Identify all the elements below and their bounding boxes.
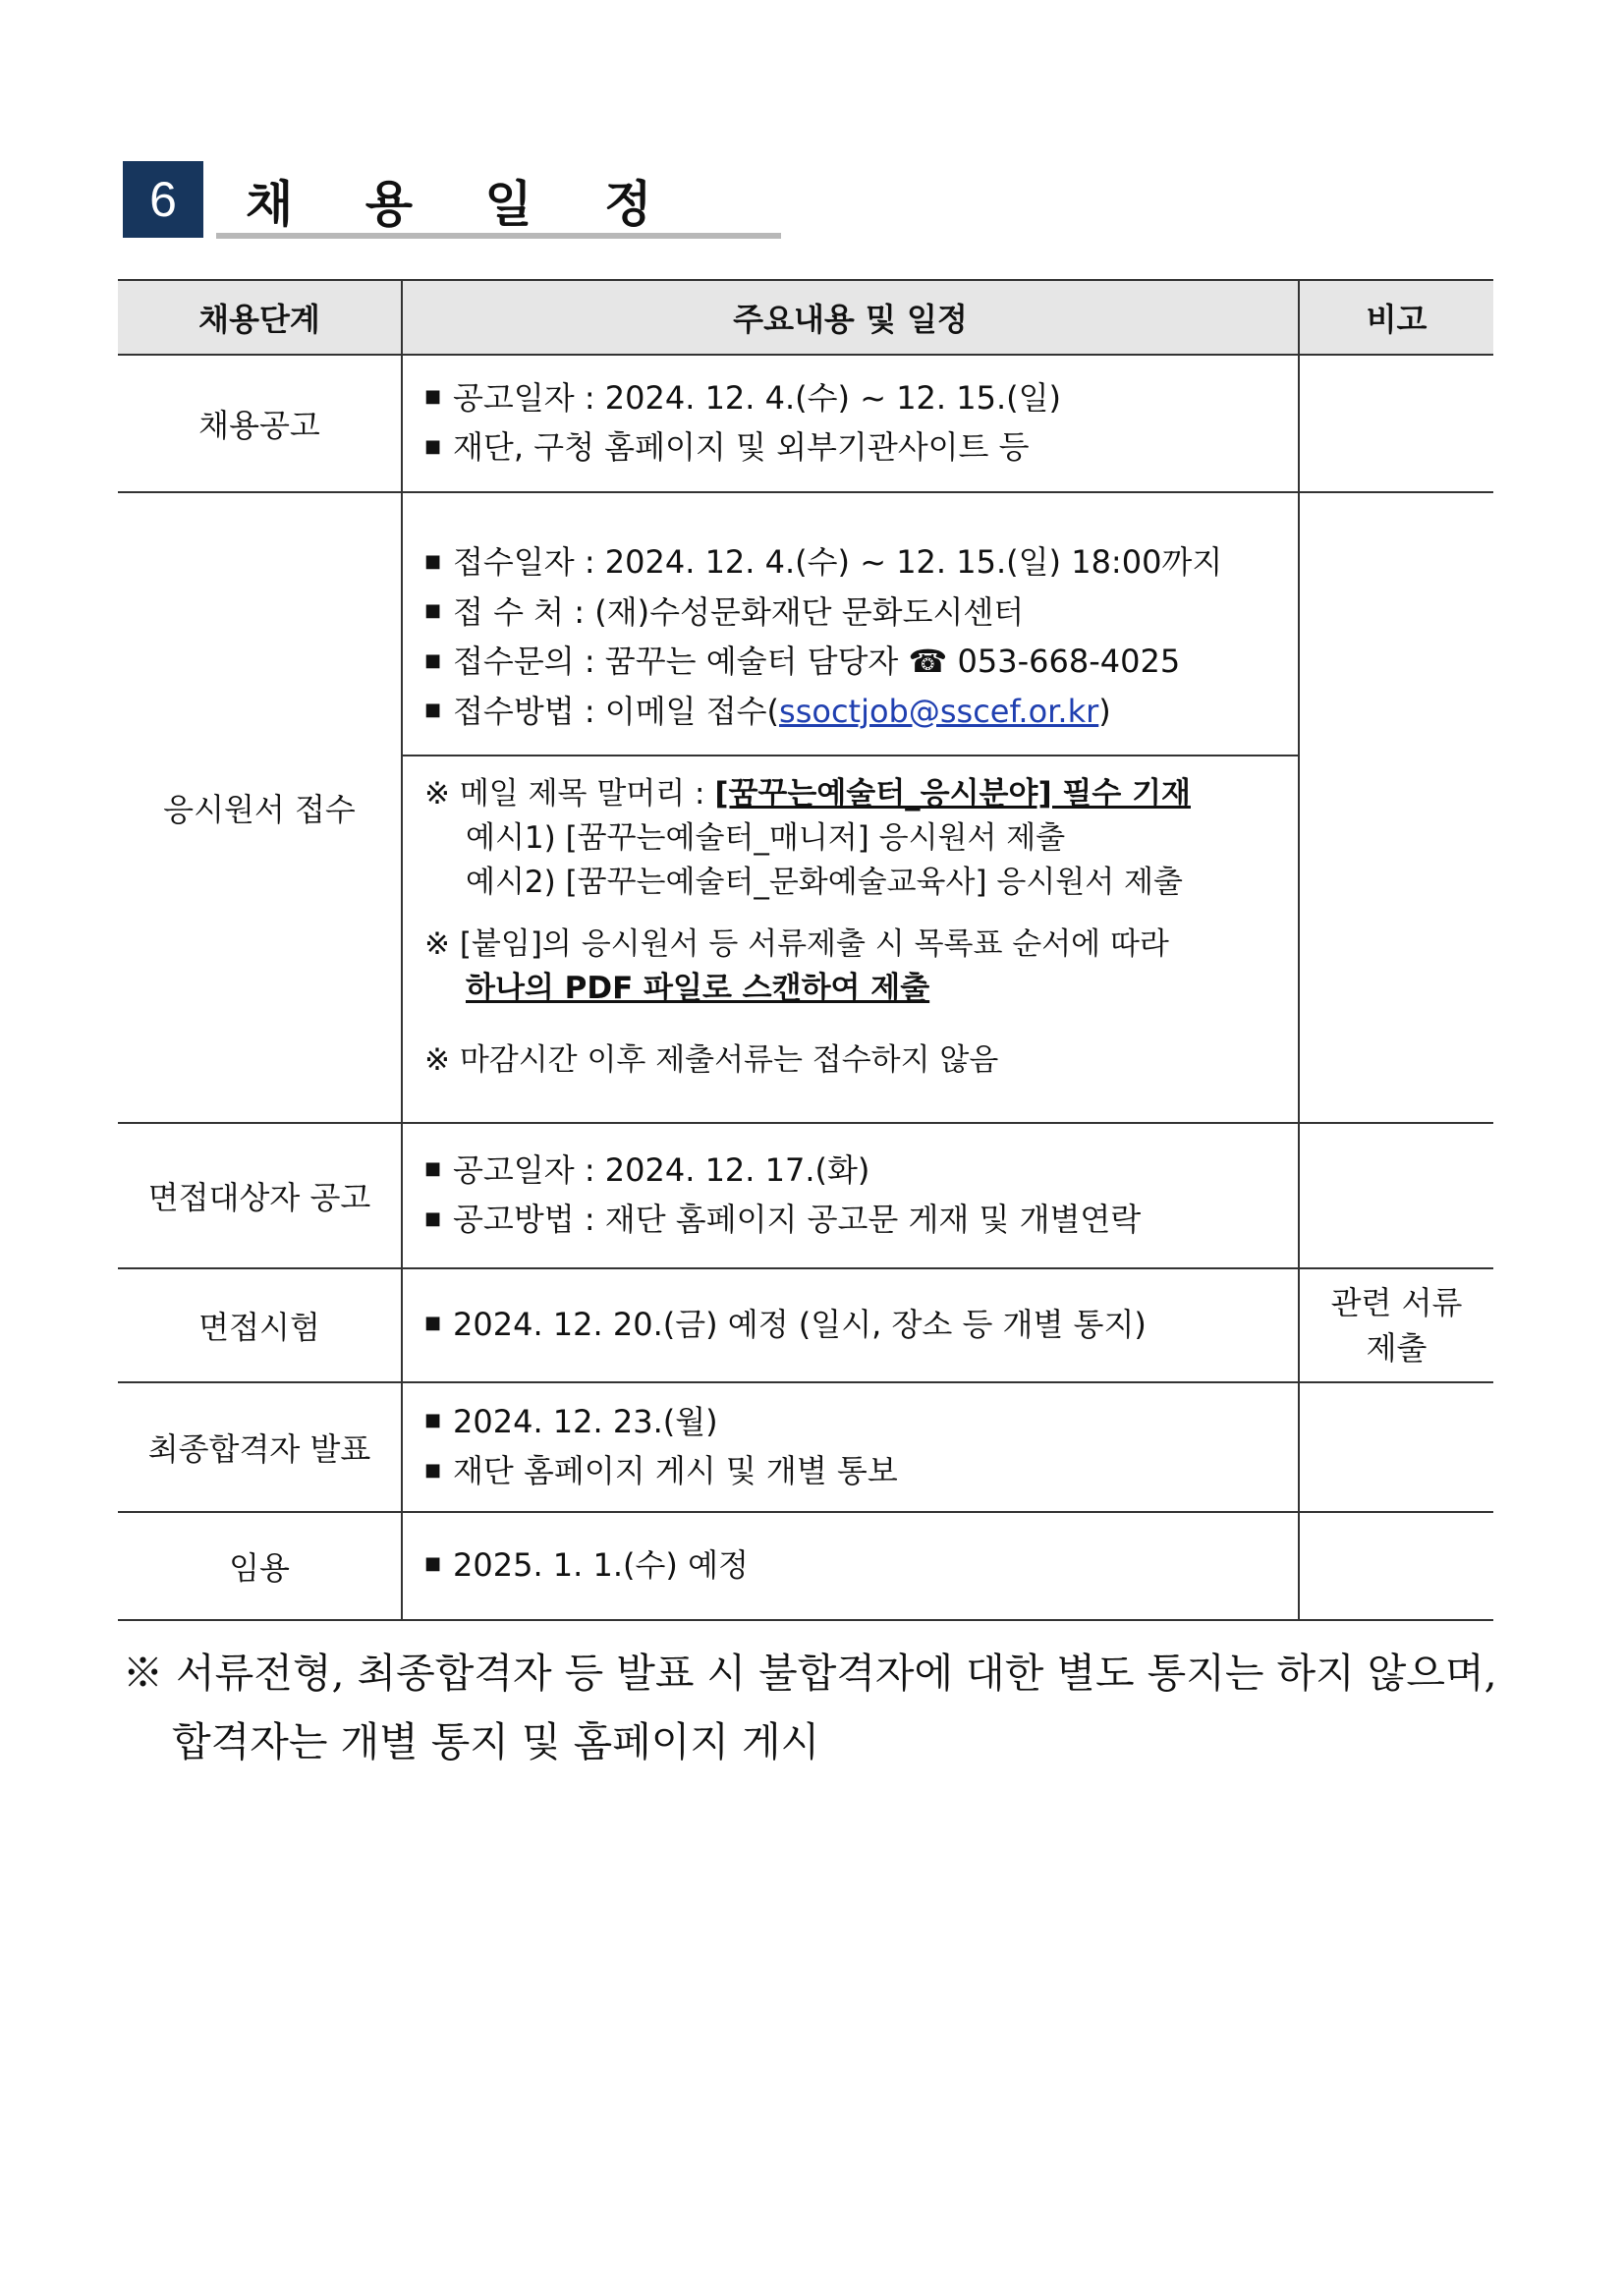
table-row [118, 1512, 1493, 1620]
stage-cell: 면접시험 [118, 1268, 402, 1382]
note-example: 예시1) [꿈꾸는예술터_매니저] 응시원서 제출 [466, 820, 1066, 856]
note-item: 하나의 PDF 파일로 스캔하여 제출 [466, 971, 930, 1006]
remark-line: 관련 서류 [1330, 1284, 1463, 1321]
footnote-line: 합격자는 개별 통지 및 홈페이지 게시 [172, 1718, 820, 1765]
table-row [118, 1382, 1493, 1512]
section-title: 채 용 일 정 [246, 175, 680, 233]
note-example: 예시2) [꿈꾸는예술터_문화예술교육사] 응시원서 제출 [466, 865, 1183, 900]
footnote-line: ※ 서류전형, 최종합격자 등 발표 시 불합격자에 대한 별도 통지는 하지 않으며, [123, 1650, 1497, 1697]
bullet-square-icon: ■ [424, 386, 442, 407]
bullet-square-icon: ■ [424, 1207, 442, 1229]
bullet-item: ■ 2024. 12. 23.(월) [424, 1402, 718, 1440]
bullet-item: ■ 공고일자 : 2024. 12. 4.(수) ~ 12. 15.(일) [424, 378, 1062, 417]
table-row [118, 492, 1493, 1123]
header-content: 주요내용 및 일정 [402, 280, 1299, 355]
header-remark: 비고 [1299, 280, 1493, 355]
bullet-square-icon: ■ [424, 1313, 442, 1334]
bullet-item: ■ 2024. 12. 20.(금) 예정 (일시, 장소 등 개별 통지) [424, 1305, 1147, 1343]
bullet-square-icon: ■ [424, 600, 442, 621]
content-cell [402, 1123, 1299, 1268]
footnote [123, 1639, 1528, 1776]
bullet-item: ■ 재단, 구청 홈페이지 및 외부기관사이트 등 [424, 428, 1030, 466]
stage-cell: 응시원서 접수 [118, 492, 402, 1123]
table-row [118, 1123, 1493, 1268]
note-item: ※ [붙임]의 응시원서 등 서류제출 시 목록표 순서에 따라 [424, 926, 1169, 962]
section-underline [216, 233, 781, 239]
stage-cell: 면접대상자 공고 [118, 1123, 402, 1268]
bullet-item: ■ 공고일자 : 2024. 12. 17.(화) [424, 1150, 870, 1189]
remark-cell [1299, 1382, 1493, 1512]
remark-line: 제출 [1366, 1329, 1428, 1367]
bullet-item: ■ 재단 홈페이지 게시 및 개별 통보 [424, 1452, 898, 1489]
content-cell [402, 355, 1299, 492]
bullet-item: ■ 접수문의 : 꿈꾸는 예술터 담당자 ☎ 053-668-4025 [424, 643, 1181, 680]
bullet-item: ■ 접 수 처 : (재)수성문화재단 문화도시센터 [424, 592, 1025, 631]
bullet-item: ■ 접수일자 : 2024. 12. 4.(수) ~ 12. 15.(일) 18:00까지 [424, 543, 1223, 581]
table-row [118, 1268, 1493, 1382]
note-item: ※ 메일 제목 말머리 : [꿈꾸는예술터_응시분야] 필수 기재 [424, 776, 1191, 812]
remark-cell [1299, 492, 1493, 1123]
remark-cell [1299, 1123, 1493, 1268]
bullet-square-icon: ■ [424, 700, 442, 720]
email-link[interactable]: ssoctjob@sscef.or.kr [779, 692, 1099, 730]
bullet-square-icon: ■ [424, 1410, 442, 1430]
table-header-row [118, 280, 1493, 355]
bullet-item: ■ 공고방법 : 재단 홈페이지 공고문 게재 및 개별연락 [424, 1201, 1142, 1238]
note-item: ※ 마감시간 이후 제출서류는 접수하지 않음 [424, 1042, 999, 1078]
content-cell [402, 492, 1299, 1123]
remark-cell [1299, 355, 1493, 492]
remark-cell [1299, 1512, 1493, 1620]
bullet-square-icon: ■ [424, 649, 442, 671]
bullet-square-icon: ■ [424, 1553, 442, 1575]
content-cell [402, 1382, 1299, 1512]
section-number: 6 [123, 161, 203, 238]
bullet-item: ■ 2025. 1. 1.(수) 예정 [424, 1545, 749, 1584]
receipt-info [403, 519, 1298, 756]
content-cell [402, 1268, 1299, 1382]
remark-cell [1299, 1268, 1493, 1382]
stage-cell: 최종합격자 발표 [118, 1382, 402, 1512]
stage-cell: 임용 [118, 1512, 402, 1620]
receipt-notes [403, 756, 1298, 1096]
bullet-square-icon: ■ [424, 435, 442, 457]
bullet-square-icon: ■ [424, 1459, 442, 1481]
stage-cell: 채용공고 [118, 355, 402, 492]
bullet-square-icon: ■ [424, 550, 442, 572]
table-row [118, 355, 1493, 492]
header-stage: 채용단계 [118, 280, 402, 355]
content-cell [402, 1512, 1299, 1620]
schedule-table [118, 279, 1493, 1621]
bullet-item: ■ 접수방법 : 이메일 접수(ssoctjob@sscef.or.kr) [424, 692, 1111, 730]
bullet-square-icon: ■ [424, 1158, 442, 1179]
